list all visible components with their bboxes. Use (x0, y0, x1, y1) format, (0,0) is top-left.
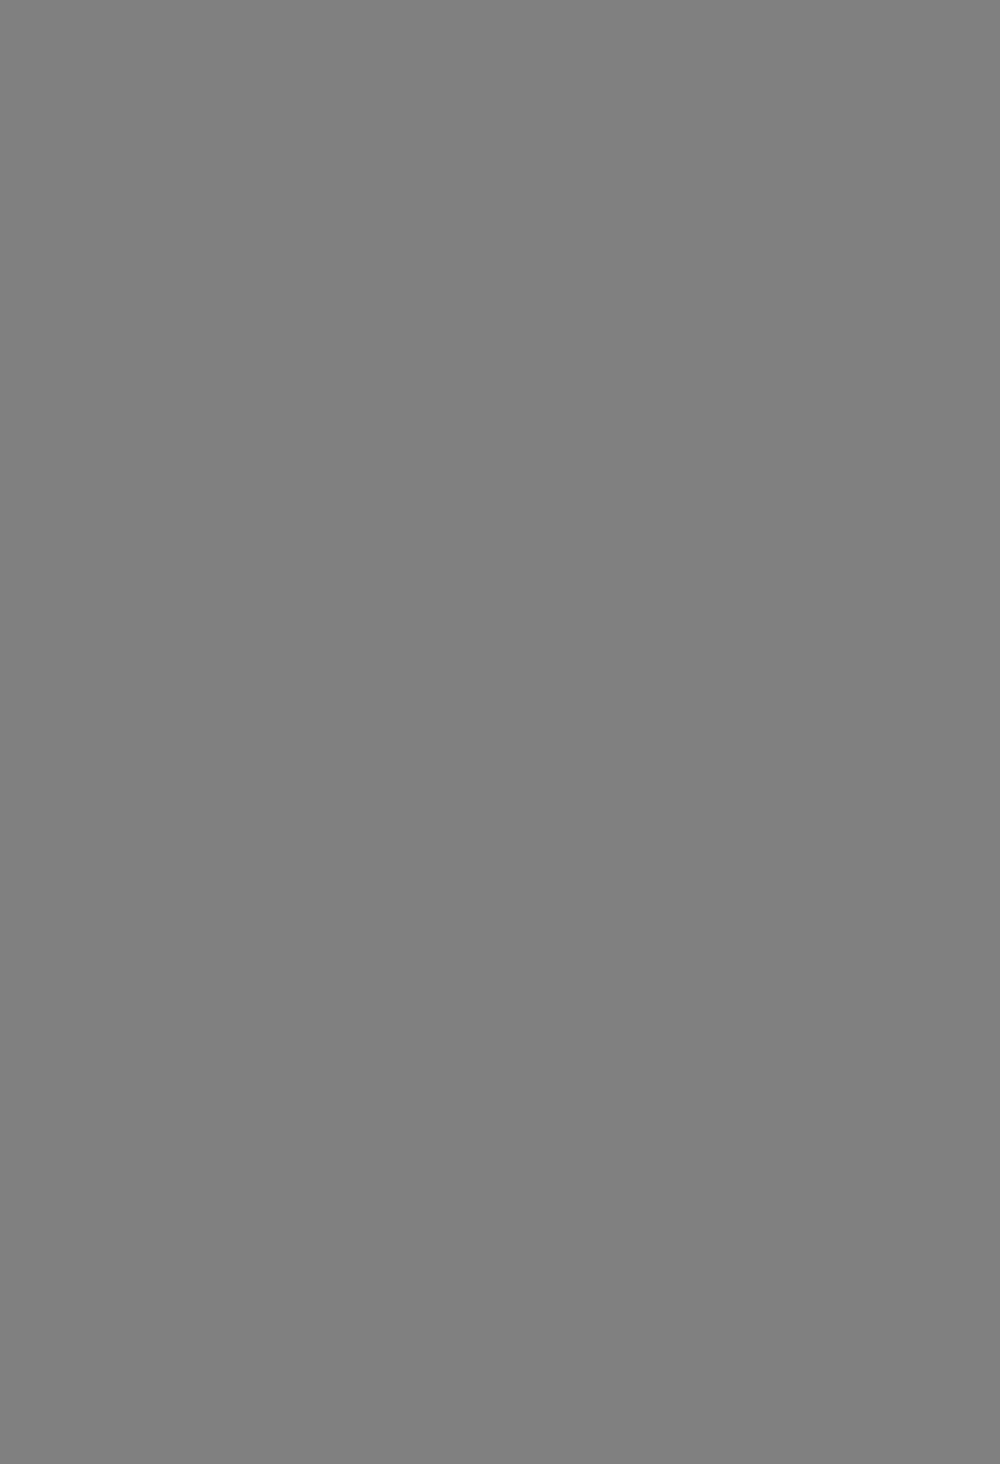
page-header (145, 80, 920, 110)
